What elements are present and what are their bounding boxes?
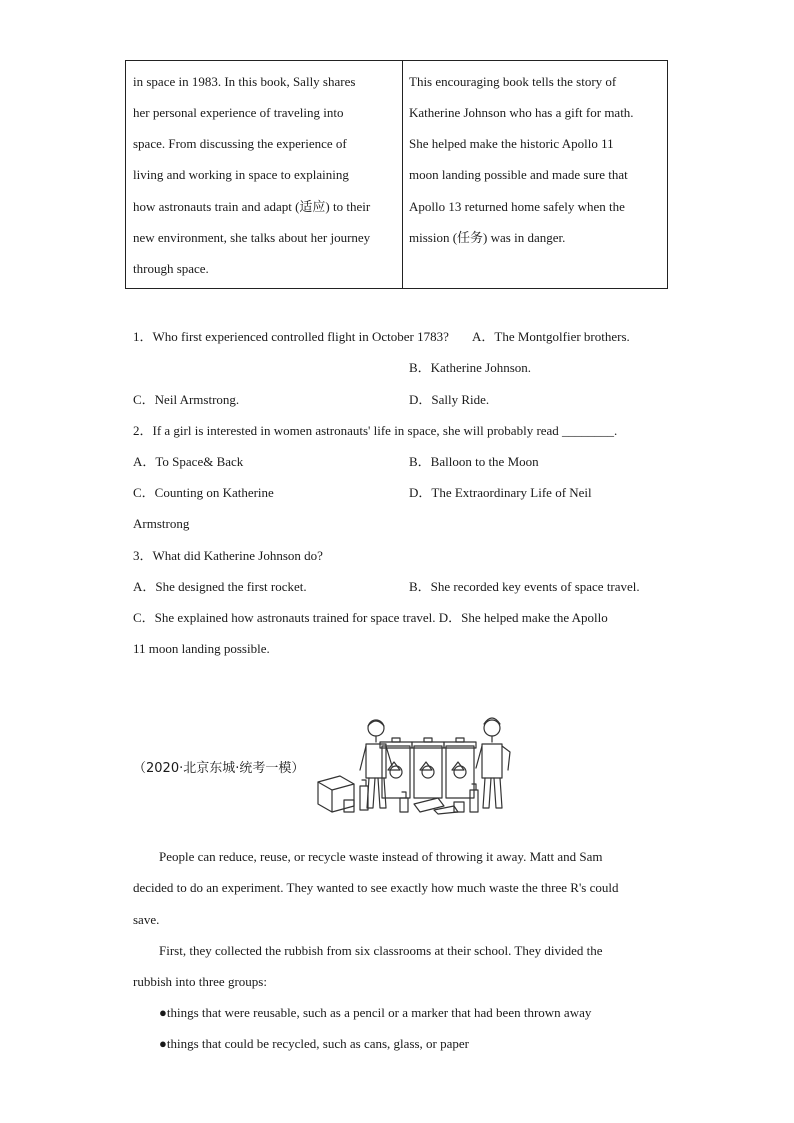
- q2-option-d[interactable]: D．The Extraordinary Life of Neil: [409, 485, 592, 500]
- q3-option-c-and-d[interactable]: C．She explained how astronauts trained for space travel. D．She helped make the Apollo: [133, 610, 608, 625]
- left-cell-line: space. From discussing the experience of: [133, 136, 347, 151]
- right-cell-line: moon landing possible and made sure that: [409, 167, 628, 182]
- q1-stem: 1．Who first experienced controlled flight in October 1783?: [133, 329, 449, 344]
- passage-p2-line: rubbish into three groups:: [133, 974, 267, 989]
- right-cell-line: She helped make the historic Apollo 11: [409, 136, 614, 151]
- q2-stem: 2．If a girl is interested in women astronauts' life in space, she will probably read ________.: [133, 423, 618, 438]
- q1-option-b[interactable]: B．Katherine Johnson.: [409, 360, 532, 375]
- q2-option-c[interactable]: C．Counting on Katherine: [133, 485, 274, 500]
- left-cell-line: living and working in space to explaining: [133, 167, 349, 182]
- q1-option-d[interactable]: D．Sally Ride.: [409, 392, 490, 407]
- left-cell-line: through space.: [133, 261, 209, 276]
- q3-option-b[interactable]: B．She recorded key events of space travel.: [409, 579, 640, 594]
- recycling-illustration: [314, 714, 524, 816]
- q3-option-d-continued: 11 moon landing possible.: [133, 641, 270, 656]
- paper-scrap-icon: [414, 798, 458, 814]
- left-cell-line: new environment, she talks about her journey: [133, 230, 371, 245]
- recycling-bin-icon: [444, 738, 476, 798]
- left-cell-line: her personal experience of traveling into: [133, 105, 344, 120]
- passage-p1-line: People can reduce, reuse, or recycle waste instead of throwing it away. Matt and Sam: [159, 849, 603, 864]
- q3-stem: 3．What did Katherine Johnson do?: [133, 548, 323, 563]
- q2-option-b[interactable]: B．Balloon to the Moon: [409, 454, 539, 469]
- passage-p1-line: save.: [133, 912, 160, 927]
- source-tag: （2020·北京东城·统考一模）: [133, 761, 305, 776]
- can-icon: [454, 802, 464, 812]
- q2-option-a[interactable]: A．To Space& Back: [133, 454, 244, 469]
- right-cell-line: mission (任务) was in danger.: [409, 230, 566, 245]
- q2-option-d-continued: Armstrong: [133, 516, 190, 531]
- recycling-bin-icon: [412, 738, 444, 798]
- person-left-icon: [360, 720, 392, 808]
- passage-bullet: ●things that could be recycled, such as cans, glass, or paper: [159, 1036, 470, 1051]
- right-cell-line: This encouraging book tells the story of: [409, 74, 617, 89]
- cardboard-box-icon: [318, 776, 354, 812]
- passage-p2-line: First, they collected the rubbish from six classrooms at their school. They divided the: [159, 943, 603, 958]
- book-table: [125, 60, 668, 289]
- right-cell-line: Katherine Johnson who has a gift for math.: [409, 105, 634, 120]
- q1-option-a[interactable]: A．The Montgolfier brothers.: [472, 329, 630, 344]
- person-right-icon: [476, 718, 510, 808]
- q3-option-a[interactable]: A．She designed the first rocket.: [133, 579, 307, 594]
- left-cell-line: how astronauts train and adapt (适应) to their: [133, 199, 371, 214]
- left-cell-line: in space in 1983. In this book, Sally shares: [133, 74, 356, 89]
- passage-bullet: ●things that were reusable, such as a pencil or a marker that had been thrown away: [159, 1005, 592, 1020]
- passage-p1-line: decided to do an experiment. They wanted to see exactly how much waste the three R's could: [133, 880, 619, 895]
- table-divider: [402, 61, 403, 288]
- bottle-icon: [400, 792, 408, 812]
- q1-option-c[interactable]: C．Neil Armstrong.: [133, 392, 240, 407]
- right-cell-line: Apollo 13 returned home safely when the: [409, 199, 625, 214]
